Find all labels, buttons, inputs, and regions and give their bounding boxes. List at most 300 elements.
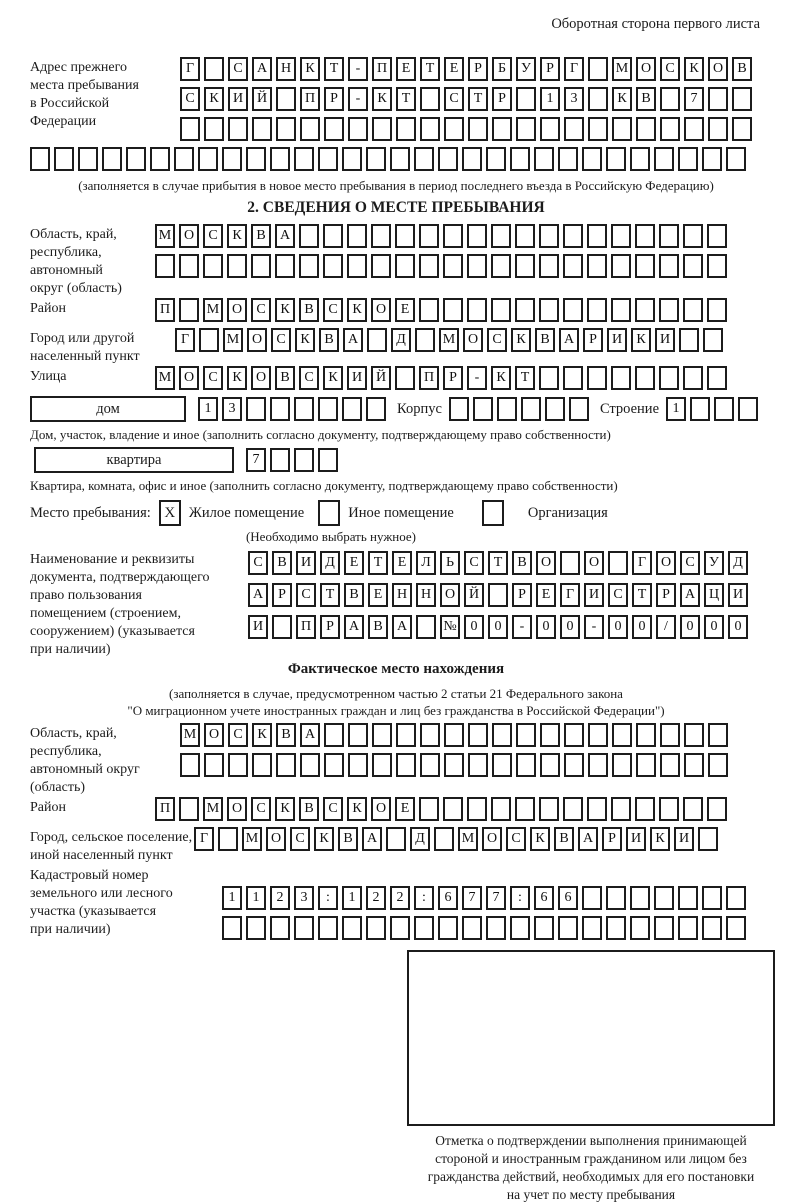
char-box[interactable] [611,797,631,821]
char-box[interactable]: К [275,797,295,821]
char-box[interactable]: 1 [198,397,218,421]
char-box[interactable] [372,723,392,747]
char-box[interactable]: Р [468,57,488,81]
char-box[interactable]: Е [395,797,415,821]
char-box[interactable] [539,224,559,248]
char-box[interactable] [468,117,488,141]
char-box[interactable] [659,224,679,248]
char-box[interactable]: 0 [704,615,724,639]
char-box[interactable] [416,615,436,639]
char-box[interactable] [367,328,387,352]
char-box[interactable] [707,366,727,390]
char-box[interactable]: Р [272,583,292,607]
char-box[interactable]: Н [392,583,412,607]
char-box[interactable] [659,254,679,278]
char-box[interactable] [276,117,296,141]
char-box[interactable] [318,397,338,421]
char-box[interactable] [272,615,292,639]
char-box[interactable] [492,117,512,141]
char-box[interactable]: К [650,827,670,851]
char-box[interactable]: К [530,827,550,851]
char-box[interactable]: М [458,827,478,851]
char-box[interactable] [218,827,238,851]
char-box[interactable]: Г [180,57,200,81]
char-box[interactable] [606,886,626,910]
char-box[interactable] [654,886,674,910]
char-box[interactable]: : [510,886,530,910]
char-box[interactable] [708,723,728,747]
char-box[interactable]: С [251,298,271,322]
char-box[interactable]: - [512,615,532,639]
char-box[interactable] [396,117,416,141]
char-box[interactable]: О [371,298,391,322]
char-box[interactable] [660,87,680,111]
char-box[interactable] [246,397,266,421]
char-box[interactable] [563,797,583,821]
char-box[interactable] [582,147,602,171]
char-box[interactable]: - [348,57,368,81]
char-box[interactable]: 7 [486,886,506,910]
char-box[interactable]: Р [443,366,463,390]
char-box[interactable] [443,298,463,322]
char-box[interactable] [635,366,655,390]
char-box[interactable]: Ь [440,551,460,575]
char-box[interactable] [78,147,98,171]
char-box[interactable] [563,366,583,390]
char-box[interactable] [468,753,488,777]
char-box[interactable] [155,254,175,278]
char-box[interactable]: - [584,615,604,639]
char-box[interactable]: И [584,583,604,607]
char-box[interactable]: Р [512,583,532,607]
char-box[interactable]: Г [632,551,652,575]
char-box[interactable] [252,117,272,141]
char-box[interactable] [275,254,295,278]
char-box[interactable]: И [228,87,248,111]
char-box[interactable] [612,753,632,777]
char-box[interactable] [611,366,631,390]
char-box[interactable] [222,916,242,940]
char-box[interactable]: С [323,298,343,322]
char-box[interactable] [588,117,608,141]
char-box[interactable]: Е [444,57,464,81]
char-box[interactable] [390,916,410,940]
char-box[interactable] [491,797,511,821]
char-box[interactable] [683,254,703,278]
char-box[interactable] [726,147,746,171]
char-box[interactable] [467,298,487,322]
char-box[interactable] [204,57,224,81]
char-box[interactable] [510,916,530,940]
char-box[interactable] [558,147,578,171]
char-box[interactable]: В [636,87,656,111]
char-box[interactable] [707,224,727,248]
char-box[interactable] [679,328,699,352]
char-box[interactable] [606,147,626,171]
char-box[interactable] [204,117,224,141]
char-box[interactable] [515,224,535,248]
char-box[interactable] [294,448,314,472]
char-box[interactable]: Ц [704,583,724,607]
char-box[interactable] [678,916,698,940]
char-box[interactable]: С [444,87,464,111]
char-box[interactable] [204,753,224,777]
char-box[interactable] [434,827,454,851]
char-box[interactable]: Е [536,583,556,607]
char-box[interactable] [318,448,338,472]
char-box[interactable]: О [482,827,502,851]
char-box[interactable] [227,254,247,278]
char-box[interactable] [251,254,271,278]
char-box[interactable]: С [323,797,343,821]
char-box[interactable] [732,87,752,111]
char-box[interactable]: В [344,583,364,607]
char-box[interactable] [420,753,440,777]
char-box[interactable] [467,797,487,821]
char-box[interactable] [443,254,463,278]
char-box[interactable]: Й [464,583,484,607]
char-box[interactable] [371,224,391,248]
char-box[interactable] [521,397,541,421]
char-box[interactable]: М [203,298,223,322]
char-box[interactable] [516,87,536,111]
char-box[interactable] [635,298,655,322]
char-box[interactable]: Р [324,87,344,111]
char-box[interactable]: Р [656,583,676,607]
char-box[interactable]: Т [396,87,416,111]
char-box[interactable]: И [248,615,268,639]
char-box[interactable]: М [155,224,175,248]
char-box[interactable]: С [608,583,628,607]
char-box[interactable]: № [440,615,460,639]
char-box[interactable] [491,254,511,278]
char-box[interactable]: М [612,57,632,81]
char-box[interactable]: С [251,797,271,821]
char-box[interactable]: Г [564,57,584,81]
char-box[interactable] [126,147,146,171]
char-box[interactable]: Е [396,57,416,81]
char-box[interactable] [390,147,410,171]
char-box[interactable] [366,147,386,171]
char-box[interactable] [612,723,632,747]
char-box[interactable] [318,147,338,171]
char-box[interactable]: К [300,57,320,81]
char-box[interactable]: 3 [294,886,314,910]
char-box[interactable] [270,916,290,940]
char-box[interactable] [348,117,368,141]
char-box[interactable]: П [300,87,320,111]
char-box[interactable] [270,397,290,421]
char-box[interactable] [444,117,464,141]
char-box[interactable] [179,797,199,821]
char-box[interactable]: К [275,298,295,322]
char-box[interactable]: К [684,57,704,81]
char-box[interactable]: 7 [462,886,482,910]
char-box[interactable]: С [299,366,319,390]
char-box[interactable]: Т [468,87,488,111]
char-box[interactable] [611,224,631,248]
char-box[interactable] [323,254,343,278]
char-box[interactable]: М [155,366,175,390]
char-box[interactable]: Е [368,583,388,607]
char-box[interactable]: А [343,328,363,352]
char-box[interactable]: О [179,366,199,390]
char-box[interactable]: М [203,797,223,821]
char-box[interactable]: К [612,87,632,111]
char-box[interactable] [587,366,607,390]
char-box[interactable] [342,916,362,940]
char-box[interactable] [608,551,628,575]
char-box[interactable] [540,723,560,747]
char-box[interactable]: О [227,797,247,821]
char-box[interactable] [342,147,362,171]
char-box[interactable]: С [203,224,223,248]
char-box[interactable]: С [228,723,248,747]
char-box[interactable] [300,753,320,777]
char-box[interactable]: К [491,366,511,390]
char-box[interactable] [386,827,406,851]
char-box[interactable]: Н [276,57,296,81]
char-box[interactable] [491,224,511,248]
char-box[interactable] [420,117,440,141]
char-box[interactable]: К [227,224,247,248]
stay-option-other-checkbox[interactable] [318,500,340,526]
char-box[interactable]: 0 [560,615,580,639]
char-box[interactable] [635,224,655,248]
char-box[interactable]: С [228,57,248,81]
char-box[interactable]: В [299,797,319,821]
char-box[interactable]: О [463,328,483,352]
char-box[interactable]: В [368,615,388,639]
char-box[interactable] [588,57,608,81]
char-box[interactable] [587,224,607,248]
char-box[interactable] [491,298,511,322]
char-box[interactable]: О [251,366,271,390]
char-box[interactable]: 1 [342,886,362,910]
char-box[interactable] [683,797,703,821]
char-box[interactable] [684,753,704,777]
char-box[interactable]: О [656,551,676,575]
char-box[interactable] [714,397,734,421]
char-box[interactable] [515,298,535,322]
char-box[interactable] [726,916,746,940]
char-box[interactable] [199,328,219,352]
char-box[interactable]: Р [320,615,340,639]
char-box[interactable] [486,916,506,940]
char-box[interactable] [366,397,386,421]
char-box[interactable] [534,147,554,171]
char-box[interactable]: О [227,298,247,322]
char-box[interactable] [222,147,242,171]
char-box[interactable] [497,397,517,421]
char-box[interactable]: С [290,827,310,851]
char-box[interactable]: 6 [558,886,578,910]
char-box[interactable] [415,328,435,352]
char-box[interactable]: 0 [536,615,556,639]
char-box[interactable] [371,254,391,278]
char-box[interactable]: М [223,328,243,352]
char-box[interactable]: : [414,886,434,910]
char-box[interactable] [324,723,344,747]
char-box[interactable]: К [314,827,334,851]
char-box[interactable] [630,916,650,940]
char-box[interactable]: В [535,328,555,352]
char-box[interactable] [488,583,508,607]
char-box[interactable]: Й [371,366,391,390]
char-box[interactable] [558,916,578,940]
char-box[interactable] [702,147,722,171]
char-box[interactable] [612,117,632,141]
char-box[interactable]: К [227,366,247,390]
char-box[interactable] [462,916,482,940]
char-box[interactable]: А [362,827,382,851]
char-box[interactable] [539,797,559,821]
char-box[interactable]: А [578,827,598,851]
char-box[interactable]: Д [320,551,340,575]
char-box[interactable]: 1 [246,886,266,910]
char-box[interactable] [611,298,631,322]
char-box[interactable]: Е [344,551,364,575]
char-box[interactable]: 1 [540,87,560,111]
char-box[interactable]: В [732,57,752,81]
char-box[interactable]: 2 [366,886,386,910]
char-box[interactable]: У [704,551,724,575]
char-box[interactable] [738,397,758,421]
char-box[interactable] [588,723,608,747]
char-box[interactable] [606,916,626,940]
char-box[interactable] [611,254,631,278]
char-box[interactable] [318,916,338,940]
char-box[interactable] [444,723,464,747]
char-box[interactable] [228,753,248,777]
char-box[interactable] [588,753,608,777]
char-box[interactable]: А [344,615,364,639]
char-box[interactable]: С [271,328,291,352]
char-box[interactable] [587,797,607,821]
char-box[interactable]: 2 [390,886,410,910]
char-box[interactable] [635,254,655,278]
char-box[interactable] [395,366,415,390]
char-box[interactable] [179,298,199,322]
char-box[interactable] [630,886,650,910]
char-box[interactable] [467,254,487,278]
char-box[interactable] [698,827,718,851]
char-box[interactable] [203,254,223,278]
char-box[interactable] [564,753,584,777]
char-box[interactable]: О [584,551,604,575]
char-box[interactable] [102,147,122,171]
char-box[interactable] [539,254,559,278]
char-box[interactable]: О [204,723,224,747]
char-box[interactable] [486,147,506,171]
char-box[interactable]: В [251,224,271,248]
char-box[interactable]: 7 [246,448,266,472]
char-box[interactable]: Г [194,827,214,851]
char-box[interactable] [636,723,656,747]
char-box[interactable]: Т [420,57,440,81]
char-box[interactable] [246,916,266,940]
char-box[interactable]: О [179,224,199,248]
char-box[interactable] [630,147,650,171]
char-box[interactable]: А [252,57,272,81]
char-box[interactable] [228,117,248,141]
char-box[interactable] [492,753,512,777]
char-box[interactable] [690,397,710,421]
char-box[interactable] [587,254,607,278]
char-box[interactable] [438,916,458,940]
char-box[interactable] [492,723,512,747]
char-box[interactable] [708,753,728,777]
char-box[interactable]: А [559,328,579,352]
char-box[interactable] [659,366,679,390]
char-box[interactable] [299,224,319,248]
char-box[interactable]: С [506,827,526,851]
char-box[interactable] [276,87,296,111]
char-box[interactable]: В [554,827,574,851]
char-box[interactable]: У [516,57,536,81]
char-box[interactable] [174,147,194,171]
char-box[interactable] [246,147,266,171]
char-box[interactable] [419,224,439,248]
char-box[interactable] [462,147,482,171]
char-box[interactable]: М [180,723,200,747]
char-box[interactable] [414,147,434,171]
char-box[interactable] [678,886,698,910]
char-box[interactable]: М [242,827,262,851]
char-box[interactable]: С [296,583,316,607]
char-box[interactable]: М [439,328,459,352]
char-box[interactable] [660,753,680,777]
char-box[interactable]: К [511,328,531,352]
char-box[interactable]: 6 [438,886,458,910]
char-box[interactable]: С [180,87,200,111]
char-box[interactable]: Г [175,328,195,352]
char-box[interactable] [534,916,554,940]
char-box[interactable] [396,753,416,777]
char-box[interactable] [569,397,589,421]
char-box[interactable] [419,797,439,821]
char-box[interactable]: О [247,328,267,352]
char-box[interactable]: Д [391,328,411,352]
char-box[interactable] [563,224,583,248]
char-box[interactable]: И [655,328,675,352]
char-box[interactable]: Р [602,827,622,851]
char-box[interactable] [348,723,368,747]
char-box[interactable]: - [467,366,487,390]
char-box[interactable] [564,117,584,141]
char-box[interactable] [180,117,200,141]
char-box[interactable]: 0 [728,615,748,639]
char-box[interactable] [539,298,559,322]
char-box[interactable]: О [708,57,728,81]
char-box[interactable] [342,397,362,421]
char-box[interactable] [582,886,602,910]
char-box[interactable]: 1 [222,886,242,910]
char-box[interactable] [636,117,656,141]
char-box[interactable]: И [607,328,627,352]
stay-option-organization-checkbox[interactable] [482,500,504,526]
char-box[interactable]: - [348,87,368,111]
char-box[interactable] [54,147,74,171]
char-box[interactable]: И [626,827,646,851]
char-box[interactable] [563,254,583,278]
char-box[interactable]: С [248,551,268,575]
char-box[interactable] [545,397,565,421]
char-box[interactable]: 0 [608,615,628,639]
char-box[interactable] [684,117,704,141]
char-box[interactable] [420,723,440,747]
char-box[interactable]: В [338,827,358,851]
